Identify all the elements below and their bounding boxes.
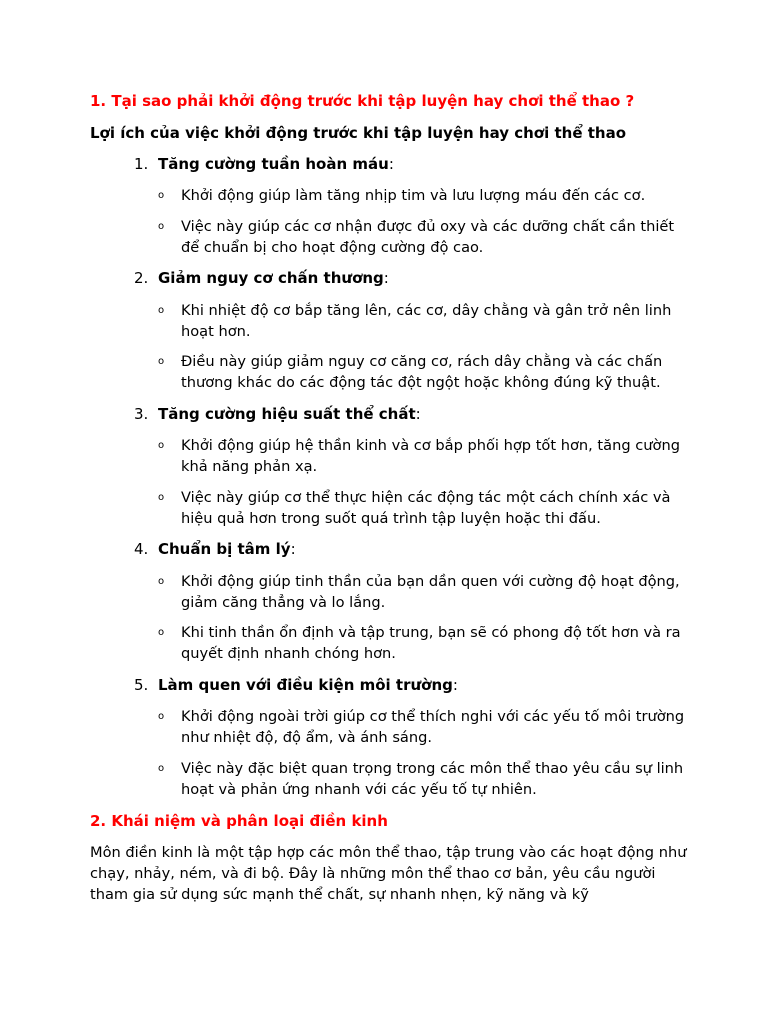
list-number: 5. xyxy=(134,676,149,694)
bullet-2-1 xyxy=(158,300,688,342)
bullet-text: Khởi động giúp làm tăng nhịp tim và lưu lượng máu đến các cơ. xyxy=(181,187,646,204)
bullet-5-2 xyxy=(158,758,688,800)
bullet-marker: o xyxy=(158,221,165,232)
bullet-text: Việc này đặc biệt quan trọng trong các môn thể thao yêu cầu sự linh hoạt và phản ứng nhanh với các yếu tố tự nhiên. xyxy=(181,760,684,798)
bullet-3-1 xyxy=(158,435,688,477)
bullet-text: Khởi động giúp tinh thần của bạn dần quen với cường độ hoạt động, giảm căng thẳng và lo lắng. xyxy=(181,573,680,611)
list-item-title: Chuẩn bị tâm lý xyxy=(158,540,291,558)
bullet-5-1 xyxy=(158,706,688,748)
bullet-text: Điều này giúp giảm nguy cơ căng cơ, rách dây chằng và các chấn thương khác do các động tác đột ngột hoặc không đúng kỹ thuật. xyxy=(181,353,663,391)
bullet-text: Khi tinh thần ổn định và tập trung, bạn sẽ có phong độ tốt hơn và ra quyết định nhanh chóng hơn. xyxy=(181,624,681,662)
bullet-2-2 xyxy=(158,351,688,393)
bullet-marker: o xyxy=(158,763,165,774)
bullet-marker: o xyxy=(158,440,165,451)
list-item-colon: : xyxy=(290,540,296,558)
list-item-3 xyxy=(134,405,421,423)
bullet-1-1 xyxy=(158,185,688,206)
list-item-title: Tăng cường tuần hoàn máu xyxy=(158,155,389,173)
bullet-text: Khi nhiệt độ cơ bắp tăng lên, các cơ, dây chằng và gân trở nên linh hoạt hơn. xyxy=(181,302,672,340)
bullet-text: Việc này giúp cơ thể thực hiện các động tác một cách chính xác và hiệu quả hơn trong suốt quá trình tập luyện hoặc thi đấu. xyxy=(181,489,671,527)
list-item-5 xyxy=(134,676,458,694)
bullet-text: Khởi động ngoài trời giúp cơ thể thích nghi với các yếu tố môi trường như nhiệt độ, độ ẩm, và ánh sáng. xyxy=(181,708,685,746)
bullet-marker: o xyxy=(158,356,165,367)
list-item-2 xyxy=(134,269,389,287)
list-item-title: Giảm nguy cơ chấn thương xyxy=(158,269,384,287)
list-item-colon: : xyxy=(415,405,421,423)
bullet-text: Việc này giúp các cơ nhận được đủ oxy và các dưỡng chất cần thiết để chuẩn bị cho hoạt động cường độ cao. xyxy=(181,218,675,256)
list-number: 4. xyxy=(134,540,149,558)
bullet-4-2 xyxy=(158,622,688,664)
section-2-heading: 2. Khái niệm và phân loại điền kinh xyxy=(90,812,388,830)
bullet-1-2 xyxy=(158,216,688,258)
bullet-marker: o xyxy=(158,305,165,316)
list-item-title: Làm quen với điều kiện môi trường xyxy=(158,676,453,694)
list-number: 2. xyxy=(134,269,149,287)
bullet-3-2 xyxy=(158,487,688,529)
bullet-marker: o xyxy=(158,492,165,503)
list-number: 1. xyxy=(134,155,149,173)
list-item-colon: : xyxy=(452,676,458,694)
benefits-subheading: Lợi ích của việc khởi động trước khi tập luyện hay chơi thể thao xyxy=(90,124,626,142)
list-item-title: Tăng cường hiệu suất thể chất xyxy=(158,405,416,423)
bullet-4-1 xyxy=(158,571,688,613)
bullet-marker: o xyxy=(158,711,165,722)
section-1-heading: 1. Tại sao phải khởi động trước khi tập luyện hay chơi thể thao ? xyxy=(90,92,635,110)
bullet-marker: o xyxy=(158,576,165,587)
bullet-text: Khởi động giúp hệ thần kinh và cơ bắp phối hợp tốt hơn, tăng cường khả năng phản xạ. xyxy=(181,437,680,475)
bullet-marker: o xyxy=(158,190,165,201)
body-paragraph: Môn điền kinh là một tập hợp các môn thể thao, tập trung vào các hoạt động như chạy, nhảy, ném, và đi bộ. Đây là những môn thể thao cơ bản, yêu cầu người tham gia sử dụng sức mạnh thể chất, sự nhanh nhẹn, kỹ năng và kỹ xyxy=(90,844,687,903)
bullet-marker: o xyxy=(158,627,165,638)
list-number: 3. xyxy=(134,405,149,423)
list-item-4 xyxy=(134,540,296,558)
list-item-1 xyxy=(134,155,394,173)
list-item-colon: : xyxy=(383,269,389,287)
list-item-colon: : xyxy=(388,155,394,173)
